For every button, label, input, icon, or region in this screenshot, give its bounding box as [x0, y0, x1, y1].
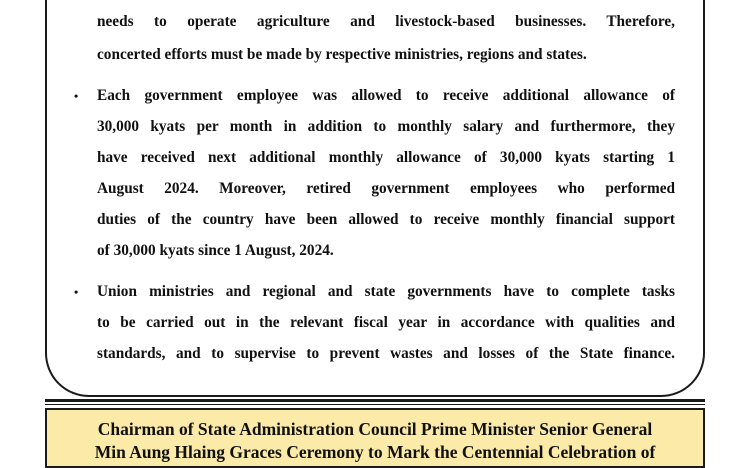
- bullet-line: Each government employee was allowed to receive additional allowance of: [97, 87, 675, 104]
- bullet-line: 30,000 kyats per month in addition to monthly salary and furthermore, they: [97, 118, 675, 135]
- headline-line: Min Aung Hlaing Graces Ceremony to Mark the Centennial Celebration of: [94, 442, 656, 462]
- headline-line: Chairman of State Administration Council Prime Minister Senior General: [97, 419, 653, 439]
- bullet-line: standards, and to supervise to prevent wastes and losses of the State finance.: [97, 345, 675, 362]
- bullet-line: of 30,000 kyats since 1 August, 2024.: [97, 242, 334, 259]
- bullet-icon: •: [74, 89, 79, 103]
- paragraph-line: needs to operate agriculture and livestock-based businesses. Therefore,: [97, 13, 675, 30]
- bullet-icon: •: [74, 285, 79, 299]
- bullet-line: August 2024. Moreover, retired government employees who performed: [97, 180, 675, 197]
- bullet-line: duties of the country have been allowed to receive monthly financial support: [97, 211, 675, 228]
- headline-box: [45, 408, 705, 468]
- section-divider-thick: [45, 399, 705, 402]
- bullet-line: have received next additional monthly allowance of 30,000 kyats starting 1: [97, 149, 675, 166]
- section-divider-thin: [45, 404, 705, 405]
- paragraph-line: concerted efforts must be made by respective ministries, regions and states.: [97, 46, 587, 63]
- bullet-line: Union ministries and regional and state governments have to complete tasks: [97, 283, 675, 300]
- bullet-line: to be carried out in the relevant fiscal year in accordance with qualities and: [97, 314, 675, 331]
